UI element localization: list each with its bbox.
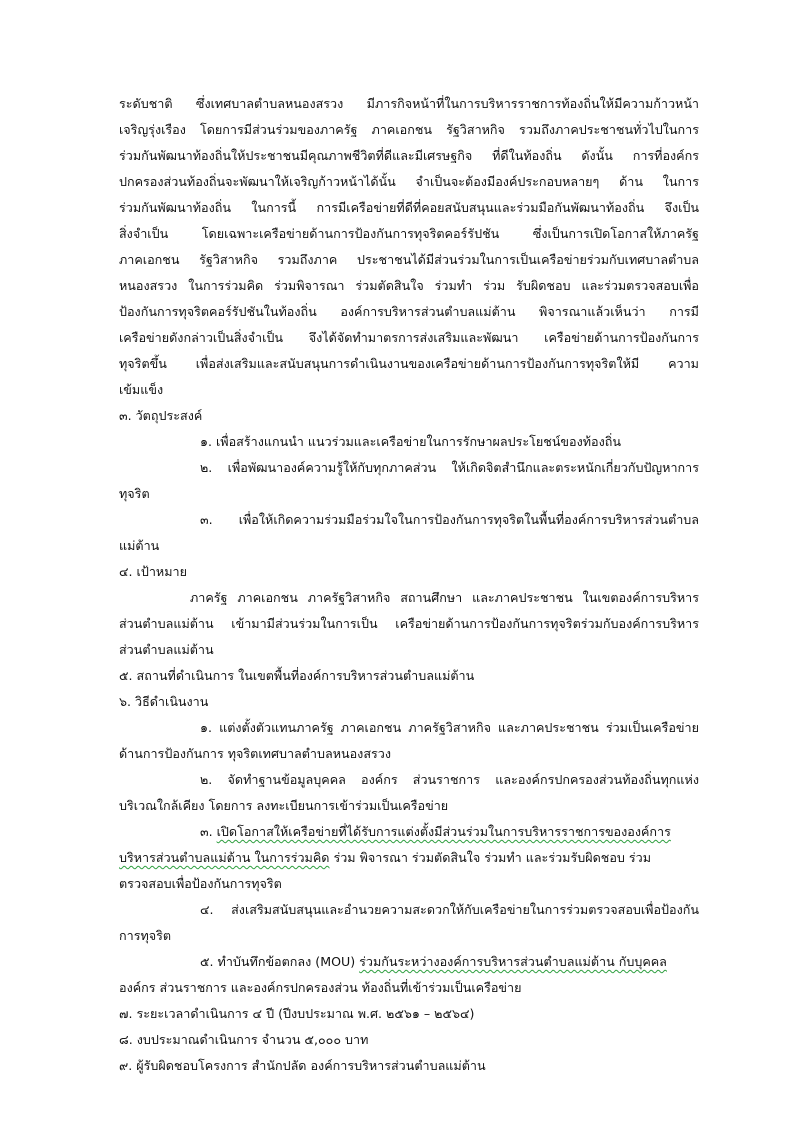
objective-1: ๑. เพื่อสร้างแกนนำ แนวร่วมและเครือข่ายในการรักษาผลประโยชน์ของท้องถิ่น — [200, 434, 621, 449]
method-3-text: ร่วม พิจารณา ร่วมตัดสินใจ ร่วมทำ และร่วมรับผิดชอบ ร่วม — [329, 850, 652, 865]
method-1-line-2: ด้านการป้องกันการ ทุจริตเทศบาลตำบลหนองสรวง — [119, 746, 391, 761]
method-3-number: ๓. — [200, 824, 217, 839]
paragraph-line: เข้มแข็ง — [119, 382, 164, 397]
paragraph-line: ร่วมกันพัฒนาท้องถิ่น ในการนี้ การมีเครือข่ายที่ดีที่คอยสนับสนุนและร่วมมือกันพัฒนาท้องถิ่น จึงเป็น — [119, 200, 699, 215]
method-2-line-1: ๒. จัดทำฐานข้อมูลบุคคล องค์กร ส่วนราชการ และองค์กรปกครองส่วนท้องถิ่นทุกแห่ง — [200, 772, 699, 787]
paragraph-line: ป้องกันการทุจริตคอร์รัปชันในท้องถิ่น องค์การบริหารส่วนตำบลแม่ต้าน พิจารณาแล้วเห็นว่า การมี — [119, 304, 699, 319]
target-line-3: ส่วนตำบลแม่ต้าน — [119, 642, 214, 657]
objective-2-line-2: ทุจริต — [119, 486, 150, 501]
target-line-1: ภาครัฐ ภาคเอกชน ภาครัฐวิสาหกิจ สถานศึกษา และภาคประชาชน ในเขตองค์การบริหาร — [190, 590, 699, 605]
method-1-line-1: ๑. แต่งตั้งตัวแทนภาครัฐ ภาคเอกชน ภาครัฐวิสาหกิจ และภาคประชาชน ร่วมเป็นเครือข่าย — [200, 720, 699, 735]
paragraph-line: ปกครองส่วนท้องถิ่นจะพัฒนาให้เจริญก้าวหน้าได้นั้น จำเป็นจะต้องมีองค์ประกอบหลายๆ ด้าน ในการ — [119, 174, 699, 189]
method-3-line-1 — [200, 824, 671, 840]
objective-2-line-1: ๒. เพื่อพัฒนาองค์ความรู้ให้กับทุกภาคส่วน ให้เกิดจิตสำนึกและตระหนักเกี่ยวกับปัญหาการ — [200, 460, 699, 475]
paragraph-line: สิ่งจำเป็น โดยเฉพาะเครือข่ายด้านการป้องกันการทุจริตคอร์รัปชัน ซึ่งเป็นการเปิดโอกาสให้ภาครัฐ — [119, 226, 699, 241]
section-9-responsible: ๙. ผู้รับผิดชอบโครงการ สำนักปลัด องค์การบริหารส่วนตำบลแม่ต้าน — [119, 1058, 486, 1073]
method-5-marked-text: ร่วมกันระหว่างองค์การบริหารส่วนตำบลแม่ต้าน กับบุคคล — [359, 954, 667, 969]
paragraph-line: ภาคเอกชน รัฐวิสาหกิจ รวมถึงภาค ประชาชนได้มีส่วนร่วมในการเป็นเครือข่ายร่วมกับเทศบาลตำบล — [119, 252, 699, 267]
method-5-line-1 — [200, 954, 667, 970]
method-5-text: ๕. ทำบันทึกข้อตกลง (MOU) — [200, 954, 360, 969]
section-5-location: ๕. สถานที่ดำเนินการ ในเขตพื้นที่องค์การบริหารส่วนตำบลแม่ต้าน — [119, 668, 475, 683]
method-3-line-3: ตรวจสอบเพื่อป้องกันการทุจริต — [119, 876, 282, 891]
objective-3-line-2: แม่ต้าน — [119, 538, 160, 553]
method-3-marked-text: เปิดโอกาสให้เครือข่ายที่ได้รับการแต่งตั้งมีส่วนร่วมในการบริหารราชการขององค์การ — [216, 824, 671, 839]
method-4-line-1: ๔. ส่งเสริมสนับสนุนและอำนวยความสะดวกให้กับเครือข่ายในการร่วมตรวจสอบเพื่อป้องกัน — [200, 902, 699, 917]
paragraph-line: ร่วมกันพัฒนาท้องถิ่นให้ประชาชนมีคุณภาพชีวิตที่ดีและมีเศรษฐกิจ ที่ดีในท้องถิ่น ดังนั้น การที่องค์กร — [119, 148, 699, 163]
method-3-line-2 — [119, 850, 651, 866]
paragraph-line: ระดับชาติ ซึ่งเทศบาลตำบลหนองสรวง มีภารกิจหน้าที่ในการบริหารราชการท้องถิ่นให้มีความก้าวหน้า — [119, 96, 699, 111]
paragraph-line: ทุจริตขึ้น เพื่อส่งเสริมและสนับสนุนการดำเนินงานของเครือข่ายด้านการป้องกันการทุจริตให้มี ความ — [119, 356, 699, 371]
objective-3-line-1: ๓. เพื่อให้เกิดความร่วมมือร่วมใจในการป้องกันการทุจริตในพื้นที่องค์การบริหารส่วนตำบล — [200, 512, 699, 527]
paragraph-line: เจริญรุ่งเรือง โดยการมีส่วนร่วมของภาครัฐ ภาคเอกชน รัฐวิสาหกิจ รวมถึงภาคประชาชนทั่วไปในการ — [119, 122, 699, 137]
paragraph-line: เครือข่ายดังกล่าวเป็นสิ่งจำเป็น จึงได้จัดทำมาตรการส่งเสริมและพัฒนา เครือข่ายด้านการป้องกันการ — [119, 330, 699, 345]
section-8-budget: ๘. งบประมาณดำเนินการ จำนวน ๕,๐๐๐ บาท — [119, 1032, 369, 1047]
section-7-duration: ๗. ระยะเวลาดำเนินการ ๔ ปี (ปีงบประมาณ พ.ศ. ๒๕๖๑ – ๒๕๖๔) — [119, 1006, 475, 1021]
section-3-heading: ๓. วัตถุประสงค์ — [119, 408, 203, 423]
section-6-heading: ๖. วิธีดำเนินงาน — [119, 694, 209, 709]
method-5-line-2: องค์กร ส่วนราชการ และองค์กรปกครองส่วน ท้องถิ่นที่เข้าร่วมเป็นเครือข่าย — [119, 980, 522, 995]
paragraph-line: หนองสรวง ในการร่วมคิด ร่วมพิจารณา ร่วมตัดสินใจ ร่วมทำ ร่วม รับผิดชอบ และร่วมตรวจสอบเพื่อ — [119, 278, 699, 293]
method-3-marked-text: บริหารส่วนตำบลแม่ต้าน ในการร่วมคิด — [119, 850, 330, 865]
section-4-heading: ๔. เป้าหมาย — [119, 564, 187, 579]
target-line-2: ส่วนตำบลแม่ต้าน เข้ามามีส่วนร่วมในการเป็น เครือข่ายด้านการป้องกันการทุจริตร่วมกับองค์การบริหาร — [119, 616, 699, 631]
method-4-line-2: การทุจริต — [119, 928, 172, 943]
method-2-line-2: บริเวณใกล้เคียง โดยการ ลงทะเบียนการเข้าร่วมเป็นเครือข่าย — [119, 798, 449, 813]
